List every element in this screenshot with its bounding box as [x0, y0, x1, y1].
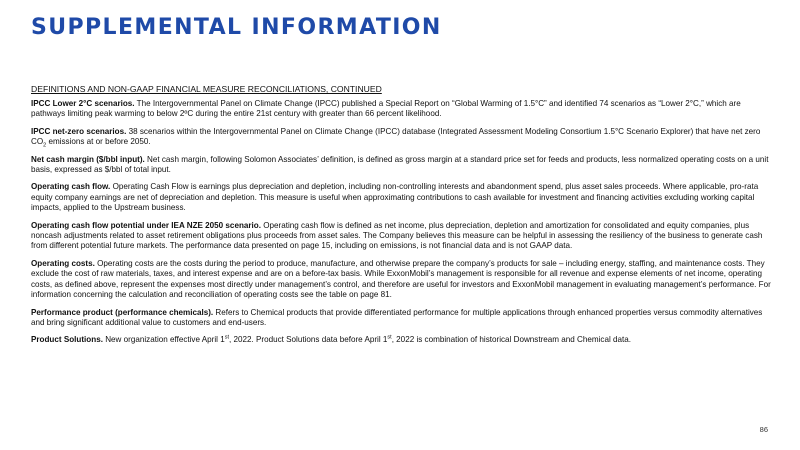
ordinal-superscript: st [387, 334, 392, 341]
definition-product-solutions [31, 335, 777, 345]
definition-text: Operating costs are the costs during the period to produce, manufacture, and otherwise prepare the company’s products for sale – including energy, staffing, and maintenance costs. They exclude the cost of raw materials, taxes, and interest expense and are on a before-tax basis. While ExxonMobil’s management is responsible for all revenue and expense elements of net income, operating costs, as defined above, represent the expenses most directly under management’s control, and therefore are useful for investors and ExxonMobil management in evaluating management’s performance. For information concerning the calculation and reconciliation of operating costs see the table on page 81. [31, 258, 771, 300]
definition-term: Performance product (performance chemicals). [31, 307, 214, 317]
definition-text: New organization effective April 1 [105, 335, 225, 345]
definition-text: Refers to Chemical products that provide differentiated performance for multiple applications through enhanced properties versus commodity alternatives and bring significant additional value to customers and end-users. [31, 307, 763, 327]
definition-performance-product [31, 308, 777, 329]
definition-term: IPCC net-zero scenarios. [31, 126, 127, 136]
definition-text-continued: , 2022. Product Solutions data before April 1 [229, 335, 388, 345]
definition-text: Net cash margin, following Solomon Associates’ definition, is defined as gross margin at a standard price set for feeds and products, less normalized operating costs on a unit basis, expressed as $/bbl of total input. [31, 154, 769, 175]
definition-term: Operating cash flow potential under IEA NZE 2050 scenario. [31, 220, 261, 230]
definition-text: The Intergovernmental Panel on Climate Change (IPCC) published a Special Report on “Global Warming of 1.5°C” and identified 74 scenarios as “Lower 2°C,” which are pathways limiting peak warming to below 2ºC during the entire 21st century with greater than 66 percent likelihood. [31, 99, 741, 119]
definition-ipcc-net-zero [31, 127, 777, 148]
definition-operating-cash-flow [31, 182, 777, 213]
definition-term: Operating cash flow. [31, 182, 111, 192]
definition-text: Operating cash flow is defined as net income, plus depreciation, depletion and amortization for consolidated and equity companies, plus noncash adjustments related to asset retirement obligations plus proceeds from asset sales. The Company believes this measure can be helpful in assessing the resiliency of the business to generate cash from different potential future markets. The performance data presented on page 15, including on emissions, is not financial data and is not GAAP data. [31, 220, 763, 251]
definition-ocf-potential-nze [31, 221, 777, 252]
definition-net-cash-margin [31, 155, 777, 176]
definition-text-end: , 2022 is combination of historical Downstream and Chemical data. [391, 335, 632, 345]
definition-ipcc-lower-2c [31, 99, 777, 120]
definition-term: Product Solutions. [31, 335, 103, 345]
page-number: 86 [759, 425, 768, 434]
definition-operating-costs [31, 259, 777, 301]
section-subheading: DEFINITIONS AND NON-GAAP FINANCIAL MEASURE RECONCILIATIONS, CONTINUED [31, 84, 382, 94]
ordinal-superscript: st [224, 334, 230, 341]
definition-term: IPCC Lower 2°C scenarios. [31, 99, 135, 108]
page-title: SUPPLEMENTAL INFORMATION [31, 15, 442, 40]
definition-text: 38 scenarios within the Intergovernmental Panel on Climate Change (IPCC) database (Integrated Assessment Modeling Consortium 1.5°C Scenario Explorer) that have net zero CO [31, 126, 761, 147]
definition-term: Operating costs. [31, 258, 95, 268]
definition-term: Net cash margin ($/bbl input). [31, 154, 145, 164]
definitions-section [31, 84, 777, 353]
definition-text-continued: emissions at or before 2050. [46, 137, 151, 147]
co2-subscript: 2 [43, 142, 47, 149]
definition-text: Operating Cash Flow is earnings plus depreciation and depletion, including non-controlling interests and abandonment spend, plus asset sales proceeds. Where applicable, pro-rata equity company earnings are net of depreciation and depletion. This measure is useful when approximating contributions to cash available for investment and financing activities excluding working capital impacts, applied to the Upstream business. [31, 182, 759, 213]
